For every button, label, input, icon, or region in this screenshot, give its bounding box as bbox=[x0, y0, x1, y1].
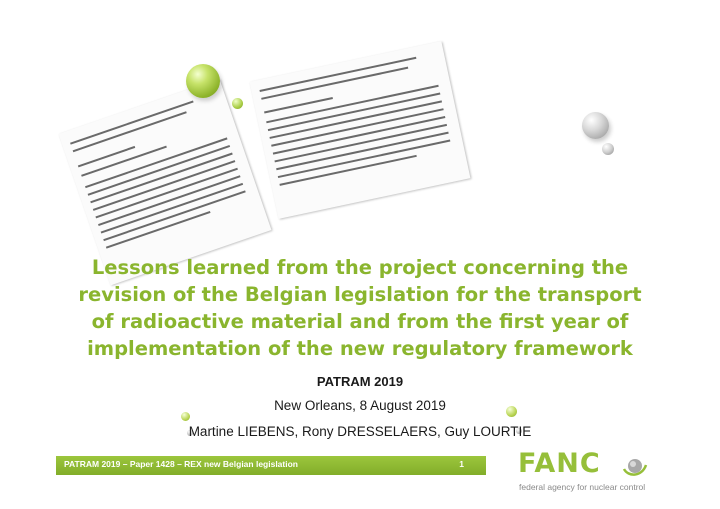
fanc-logo bbox=[516, 448, 696, 498]
green-sphere-icon bbox=[232, 98, 243, 109]
green-sphere-icon bbox=[186, 64, 220, 98]
green-dot-icon bbox=[181, 412, 190, 421]
footer-bar bbox=[56, 456, 486, 475]
slide-title-line: revision of the Belgian legislation for the transport bbox=[78, 283, 642, 306]
slide-title-line: of radioactive material and from the first year of bbox=[91, 310, 629, 333]
grey-sphere-icon bbox=[602, 143, 614, 155]
authors-list: Martine LIEBENS, Rony DRESSELAERS, Guy LOURTIE bbox=[188, 424, 532, 439]
event-name: PATRAM 2019 bbox=[316, 374, 404, 389]
newspaper-clipping-dutch bbox=[250, 41, 471, 219]
slide-title bbox=[60, 254, 660, 362]
logo-tagline: federal agency for nuclear control bbox=[519, 482, 646, 492]
slide-title-line: implementation of the new regulatory framework bbox=[87, 337, 633, 360]
grey-sphere-icon bbox=[582, 112, 609, 139]
slide-title-line: Lessons learned from the project concerning the bbox=[91, 256, 629, 279]
footer-text: PATRAM 2019 – Paper 1428 – REX new Belgian legislation bbox=[64, 459, 298, 469]
logo-wordmark: FANC bbox=[518, 448, 601, 479]
atom-swoosh-icon bbox=[622, 453, 648, 479]
page-number: 1 bbox=[459, 459, 464, 469]
event-place-date: New Orleans, 8 August 2019 bbox=[274, 398, 446, 413]
